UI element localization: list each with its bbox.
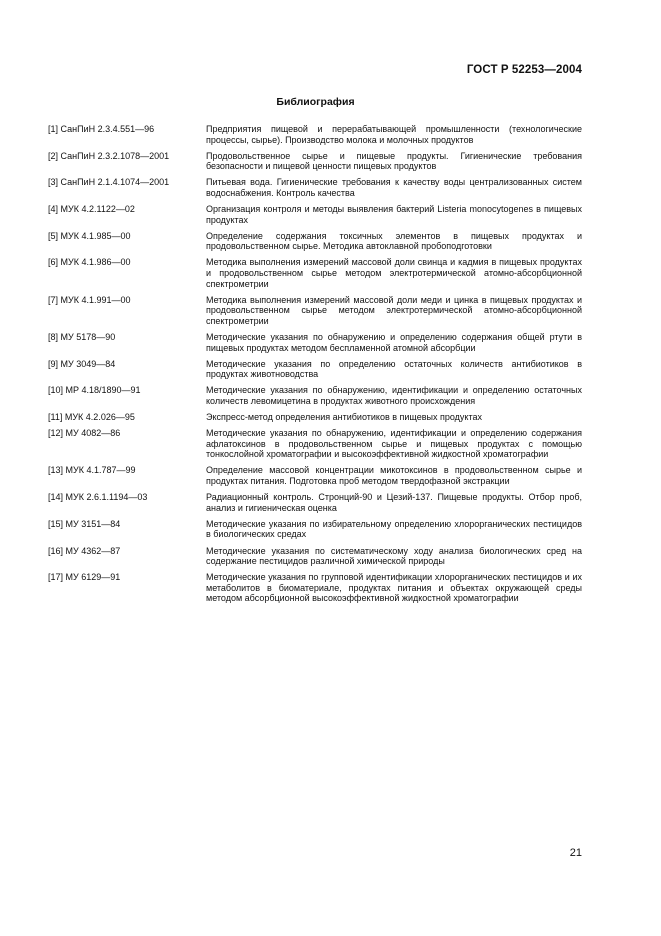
entry-title: Организация контроля и методы выявления бактерий Listeria monocytogenes в пищевых продуктах [206,204,582,225]
section-title: Библиография [276,96,355,108]
entry-code: [13] МУК 4.1.787—99 [48,465,136,476]
entry-code: [1] СанПиН 2.3.4.551—96 [48,124,155,134]
entry-title: Методика выполнения измерений массовой доли меди и цинка в пищевых продуктах и продовольственном сырье методом электротермической атомно-абсорбционной спектрометрии [206,294,582,326]
bibliography-entry-1 [48,124,582,145]
entry-code: [8] МУ 5178—90 [48,332,116,342]
bibliography-entry-10 [48,385,582,406]
entry-title: Методические указания по систематическому ходу анализа биологических сред на содержание пестицидов различной химической природы [206,545,582,567]
bibliography-entry-8 [48,332,582,353]
entry-code: [10] МР 4.18/1890—91 [48,385,141,396]
entry-title: Определение массовой концентрации микотоксинов в продовольственном сырье и продуктах питания. Подготовка проб методом твердофазной экстракции [206,465,582,487]
entry-title: Предприятия пищевой и перерабатывающей промышленности (технологические процессы, сырье). Производство молока и молочных продуктов [206,124,582,145]
entry-title: Методические указания по определению остаточных количеств антибиотиков в продуктах животноводства [206,358,582,380]
entry-code: [16] МУ 4362—87 [48,545,121,556]
entry-code: [15] МУ 3151—84 [48,518,121,529]
entry-title: Экспресс-метод определения антибиотиков в пищевых продуктах [206,412,482,423]
bibliography-entry-9 [48,359,582,380]
bibliography-entry-15 [48,519,582,540]
entry-title: Методические указания по обнаружению, идентификации и определению остаточных количеств левомицетина в продуктах животного происхождения [206,385,582,406]
bibliography-entry-16 [48,546,582,567]
entry-code: [6] МУК 4.1.986—00 [48,257,131,268]
entry-title: Методические указания по избирательному определению хлорорганических пестицидов в биологических средах [206,518,582,540]
entry-title: Радиационный контроль. Стронций-90 и Цезий-137. Пищевые продукты. Отбор проб, анализ и гигиеническая оценка [206,492,582,513]
entry-code: [2] СанПиН 2.3.2.1078—2001 [48,150,170,161]
bibliography-list [48,124,582,609]
entry-title: Питьевая вода. Гигиенические требования к качеству воды централизованных систем водоснабжения. Контроль качества [206,177,582,198]
entry-code: [14] МУК 2.6.1.1194—03 [48,492,148,503]
entry-code: [9] МУ 3049—84 [48,358,116,369]
document-header: ГОСТ Р 52253—2004 [466,64,582,76]
entry-code: [3] СанПиН 2.1.4.1074—2001 [48,177,170,188]
bibliography-entry-14 [48,492,582,513]
entry-code: [4] МУК 4.2.1122—02 [48,204,135,215]
entry-code: [11] МУК 4.2.026—95 [48,412,135,423]
bibliography-entry-3 [48,177,582,198]
entry-code: [7] МУК 4.1.991—00 [48,294,131,305]
page-number: 21 [569,847,582,859]
entry-title: Методические указания по обнаружению и определению содержания общей ртути в пищевых продуктах методом беспламенной атомной абсорбции [206,332,582,353]
entry-title: Методические указания по групповой идентификации хлорорганических пестицидов и их метаболитов в биоматериале, продуктах питания и объектах окружающей среды методом абсорбционной высокоэффективной жидкостной хроматографии [206,572,582,604]
entry-code: [5] МУК 4.1.985—00 [48,230,131,241]
entry-code: [17] МУ 6129—91 [48,572,121,583]
bibliography-entry-4 [48,204,582,225]
entry-title: Определение содержания токсичных элементов в пищевых продуктах и продовольственном сырье. Методика автоклавной пробоподготовки [206,230,582,252]
bibliography-entry-12 [48,428,582,460]
entry-code: [12] МУ 4082—86 [48,428,121,439]
bibliography-entry-13 [48,465,582,486]
entry-title: Методические указания по обнаружению, идентификации и определению содержания афлатоксинов в продовольственном сырье и пищевых продуктах с помощью тонкослойной хроматографии и высокоэффективной жидкостной хроматографии [206,428,582,460]
bibliography-entry-7 [48,295,582,327]
bibliography-entry-5 [48,231,582,252]
entry-title: Методика выполнения измерений массовой доли свинца и кадмия в пищевых продуктах и продовольственном сырье методом электротермической атомно-абсорбционной спектрометрии [206,257,582,289]
bibliography-entry-2 [48,151,582,172]
bibliography-entry-11 [48,412,582,423]
bibliography-entry-17 [48,572,582,604]
entry-title: Продовольственное сырье и пищевые продукты. Гигиенические требования безопасности и пищевой ценности пищевых продуктов [206,150,582,172]
bibliography-entry-6 [48,257,582,289]
